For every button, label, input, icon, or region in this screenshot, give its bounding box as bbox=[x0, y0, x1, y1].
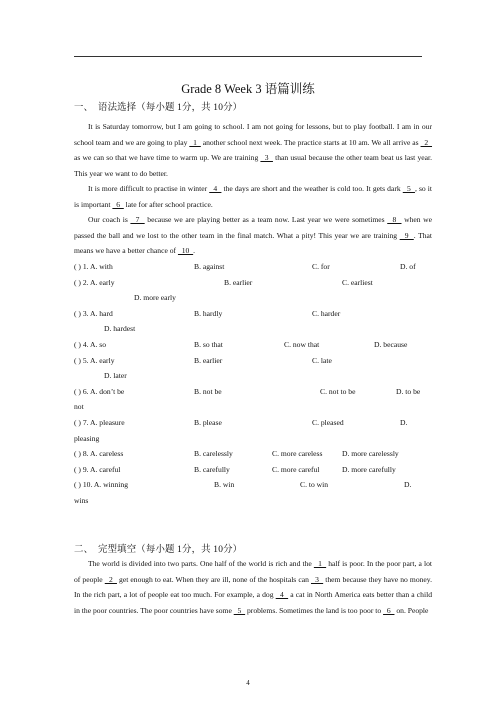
blank-1: 1 bbox=[313, 559, 327, 568]
option-b: B. so that bbox=[194, 339, 223, 349]
option-b: B. against bbox=[194, 262, 225, 271]
option-row bbox=[74, 353, 434, 369]
option-d: D. bbox=[400, 417, 408, 427]
option-d: D. hardest bbox=[104, 324, 136, 334]
blank-8: 8 bbox=[387, 215, 402, 224]
options-list bbox=[74, 259, 434, 509]
blank-1: 1 bbox=[189, 137, 201, 147]
option-b: B. not be bbox=[194, 386, 222, 396]
option-q: ( ) 5. A. early bbox=[74, 355, 115, 365]
option-c: C. now that bbox=[284, 339, 320, 349]
option-c: C. for bbox=[312, 262, 330, 271]
option-b: B. carelessly bbox=[194, 449, 233, 459]
option-q: ( ) 6. A. don’t be bbox=[74, 386, 125, 396]
option-row bbox=[74, 446, 434, 462]
blank-10: 10 bbox=[177, 246, 194, 256]
page-title: Grade 8 Week 3 语篇训练 bbox=[181, 82, 315, 96]
option-b: B. hardly bbox=[194, 308, 223, 318]
option-row bbox=[74, 462, 434, 478]
option-d: D. later bbox=[104, 371, 127, 381]
passage-1-paragraph-1: It is Saturday tomorrow, but I am going to school. I am not going for lessons, but to play football. I am in our school team and we are going to play 1 another school next week. The practice starts at 10 am. We all arrive as 2 as we can so that we have time to warm up. We are training 3 than usual because the other team beat us last year. This year we want to do better. bbox=[74, 122, 433, 178]
option-q: ( ) 4. A. so bbox=[74, 339, 107, 349]
option-q: ( ) 10. A. winning bbox=[74, 480, 128, 490]
blank-2: 2 bbox=[104, 574, 117, 584]
option-row bbox=[74, 321, 434, 337]
option-q: ( ) 2. A. early bbox=[74, 277, 115, 287]
option-row bbox=[74, 290, 434, 306]
blank-5: 5 bbox=[233, 605, 246, 615]
option-d: D. more early bbox=[134, 293, 176, 303]
option-d: D. more carefully bbox=[342, 464, 396, 474]
option-d: pleasing bbox=[74, 433, 100, 443]
option-d: D. more carelessly bbox=[342, 449, 399, 459]
option-q: ( ) 3. A. hard bbox=[74, 308, 113, 318]
blank-3: 3 bbox=[310, 574, 324, 584]
option-q: ( ) 1. A. with bbox=[74, 262, 113, 271]
blank-6: 6 bbox=[383, 605, 395, 615]
option-b: B. win bbox=[214, 480, 235, 490]
passage-1-paragraph-3: Our coach is 7 because we are playing better as a team now. Last year we were sometimes 8 when we passed the ball and we lost to the other team in the final match. What a pity! This year we are training 9 . That means we have a better chance of 10 . bbox=[74, 215, 433, 256]
option-b: B. earlier bbox=[224, 277, 253, 287]
blank-3: 3 bbox=[260, 153, 273, 163]
passage-2-paragraph: The world is divided into two parts. One half of the world is rich and the 1 half is poor. In the poor part, a lot of people 2 get enough to eat. When they are ill, none of the hospitals can 3 them because they have no money. In the rich part, a lot of people eat too much. For example, a dog 4 a cat in North America eats better than a child in the poor countries. The poor countries have some 5 problems. Sometimes the land is too poor to 6 on. People bbox=[74, 559, 432, 615]
option-c: C. late bbox=[312, 355, 332, 365]
option-row bbox=[74, 259, 434, 275]
option-c: C. to win bbox=[300, 480, 329, 490]
option-d: D. because bbox=[374, 339, 408, 349]
option-row bbox=[74, 384, 434, 400]
option-row bbox=[74, 306, 434, 322]
option-row bbox=[74, 275, 434, 291]
section-2-number: 二、 bbox=[74, 545, 94, 555]
section-1-heading bbox=[74, 99, 242, 113]
option-q: ( ) 9. A. careful bbox=[74, 464, 121, 474]
option-c: C. earliest bbox=[342, 277, 373, 287]
blank-2: 2 bbox=[420, 137, 433, 147]
option-row bbox=[74, 493, 434, 509]
option-c: C. pleased bbox=[312, 417, 344, 427]
page-number: 4 bbox=[246, 679, 250, 687]
option-c: C. more careless bbox=[272, 449, 323, 459]
option-c: C. not to be bbox=[320, 386, 356, 396]
blank-6: 6 bbox=[112, 199, 124, 209]
section-2-title: 完型填空（每小题 1分，共 10分） bbox=[98, 545, 243, 555]
blank-4: 4 bbox=[275, 590, 289, 600]
option-q: ( ) 8. A. careless bbox=[74, 449, 124, 459]
option-q: ( ) 7. A. pleasure bbox=[74, 417, 125, 427]
option-d: D. of bbox=[400, 262, 416, 271]
section-1-title: 语法选择（每小题 1分，共 10分） bbox=[98, 103, 243, 113]
blank-9: 9 bbox=[399, 230, 414, 240]
option-row bbox=[74, 431, 434, 447]
header-rule bbox=[74, 56, 422, 57]
option-row bbox=[74, 477, 434, 493]
option-c: C. harder bbox=[312, 308, 341, 318]
section-2-heading bbox=[74, 541, 242, 555]
blank-4: 4 bbox=[209, 184, 222, 193]
section-1-number: 一、 bbox=[74, 103, 94, 113]
option-b: B. earlier bbox=[194, 355, 223, 365]
blank-7: 7 bbox=[130, 215, 145, 224]
option-d: D. bbox=[404, 480, 412, 490]
option-d: wins bbox=[74, 495, 89, 505]
option-row bbox=[74, 337, 434, 353]
passage-1-paragraph-2: It is more difficult to practise in winter 4 the days are short and the weather is cold too. It gets dark 5 , so it is important 6 late for after school practice. bbox=[74, 184, 433, 209]
option-b: B. please bbox=[194, 417, 222, 427]
option-d: not bbox=[74, 402, 84, 412]
blank-5: 5 bbox=[402, 184, 415, 193]
option-row bbox=[74, 399, 434, 415]
option-row bbox=[74, 415, 434, 431]
option-c: C. more careful bbox=[272, 464, 320, 474]
option-d: D. to be bbox=[396, 386, 421, 396]
option-b: B. carefully bbox=[194, 464, 230, 474]
option-row bbox=[74, 368, 434, 384]
